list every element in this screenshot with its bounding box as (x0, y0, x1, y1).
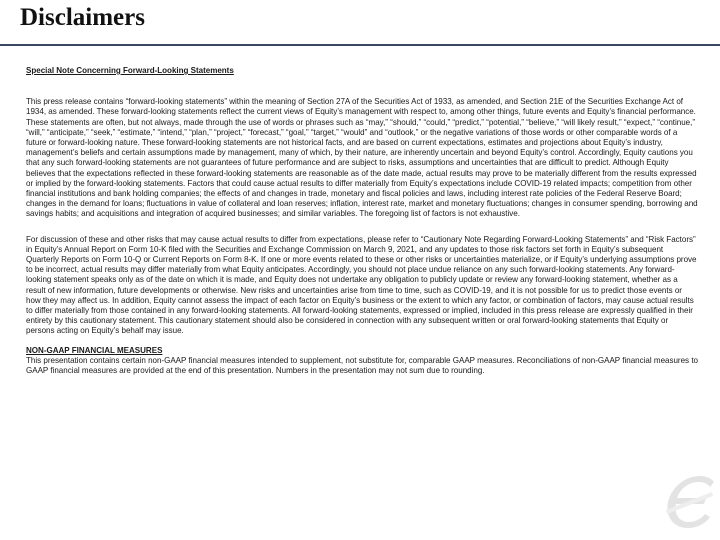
non-gaap-heading: NON-GAAP FINANCIAL MEASURES (26, 345, 163, 355)
forward-looking-paragraph-2: For discussion of these and other risks that may cause actual results to differ from expectations, please refer to “Cautionary Note Regarding Forward-Looking Statements” and “Risk Factors” in Equity’s Annual Report on Form 10-K filed with the Securities and Exchange Commission on March 9, 2021, and any updates to those risk factors set forth in Equity’s subsequent Quarterly Reports on Form 10-Q or Current Reports on Form 8-K. If one or more events related to these or other risks or uncertainties materialize, or if Equity’s underlying assumptions prove to be incorrect, actual results may differ materially from what Equity anticipates. Accordingly, you should not place undue reliance on any such forward-looking statements. Any forward-looking statement speaks only as of the date on which it is made, and Equity does not undertake any obligation to publicly update or review any forward-looking statement, whether as a result of new information, future developments or otherwise. New risks and uncertainties arise from time to time, such as COVID-19, and it is not possible for us to predict those events or how they may affect us. In addition, Equity cannot assess the impact of each factor on Equity’s business or the extent to which any factor, or combination of factors, may cause actual results to differ materially from those contained in any forward-looking statements. All forward-looking statements, expressed or implied, included in this press release are expressly qualified in their entirety by this cautionary statement. This cautionary statement should also be considered in connection with any subsequent written or oral forward-looking statements that Equity or persons acting on Equity’s behalf may issue. (26, 234, 697, 336)
title-divider (0, 44, 720, 46)
forward-looking-heading: Special Note Concerning Forward-Looking Statements (26, 66, 234, 75)
forward-looking-paragraph-1: This press release contains “forward-looking statements” within the meaning of Section 27A of the Securities Act of 1933, as amended, and Section 21E of the Securities Exchange Act of 1934, as amended. These forward-looking statements reflect the current views of Equity’s management with respect to, among other things, future events and Equity’s financial performance. These statements are often, but not always, made through the use of words or phrases such as “may,” “should,” “could,” “predict,” “potential,” “believe,” “will likely result,” “expect,” “continue,” “will,” “anticipate,” “seek,” “estimate,” “intend,” “plan,” “project,” “forecast,” “goal,” “target,” “would” and “outlook,” or the negative variations of those words or other comparable words of a future or forward-looking nature. These forward-looking statements are not historical facts, and are based on current expectations, estimates and projections about Equity’s industry, management’s beliefs and certain assumptions made by management, many of which, by their nature, are inherently uncertain and beyond Equity’s control. Accordingly, Equity cautions you that any such forward-looking statements are not guarantees of future performance and are subject to risks, assumptions and uncertainties that are difficult to predict. Although Equity believes that the expectations reflected in these forward-looking statements are reasonable as of the date made, actual results may prove to be materially different from the results expressed or implied by the forward-looking statements. Factors that could cause actual results to differ materially from Equity’s expectations include COVID-19 related impacts; competition from other financial institutions and bank holding companies; the effects of and changes in trade, monetary and fiscal policies and laws, including interest rate policies of the Federal Reserve Board; changes in the demand for loans; fluctuations in value of collateral and loan reserves; inflation, interest rate, market and monetary fluctuations; changes in consumer spending, borrowing and savings habits; and acquisitions and integration of acquired businesses; and similar variables. The foregoing list of factors is not exhaustive. (26, 97, 698, 219)
disclaimer-body (26, 66, 698, 376)
equity-e-logo-icon (660, 470, 716, 536)
non-gaap-paragraph: This presentation contains certain non-GAAP financial measures intended to supplement, not substitute for, comparable GAAP measures. Reconciliations of non-GAAP financial measures to GAAP financial measures are provided at the end of this presentation. Numbers in the presentation may not sum due to rounding. (26, 355, 698, 376)
page-title: Disclaimers (20, 4, 145, 31)
